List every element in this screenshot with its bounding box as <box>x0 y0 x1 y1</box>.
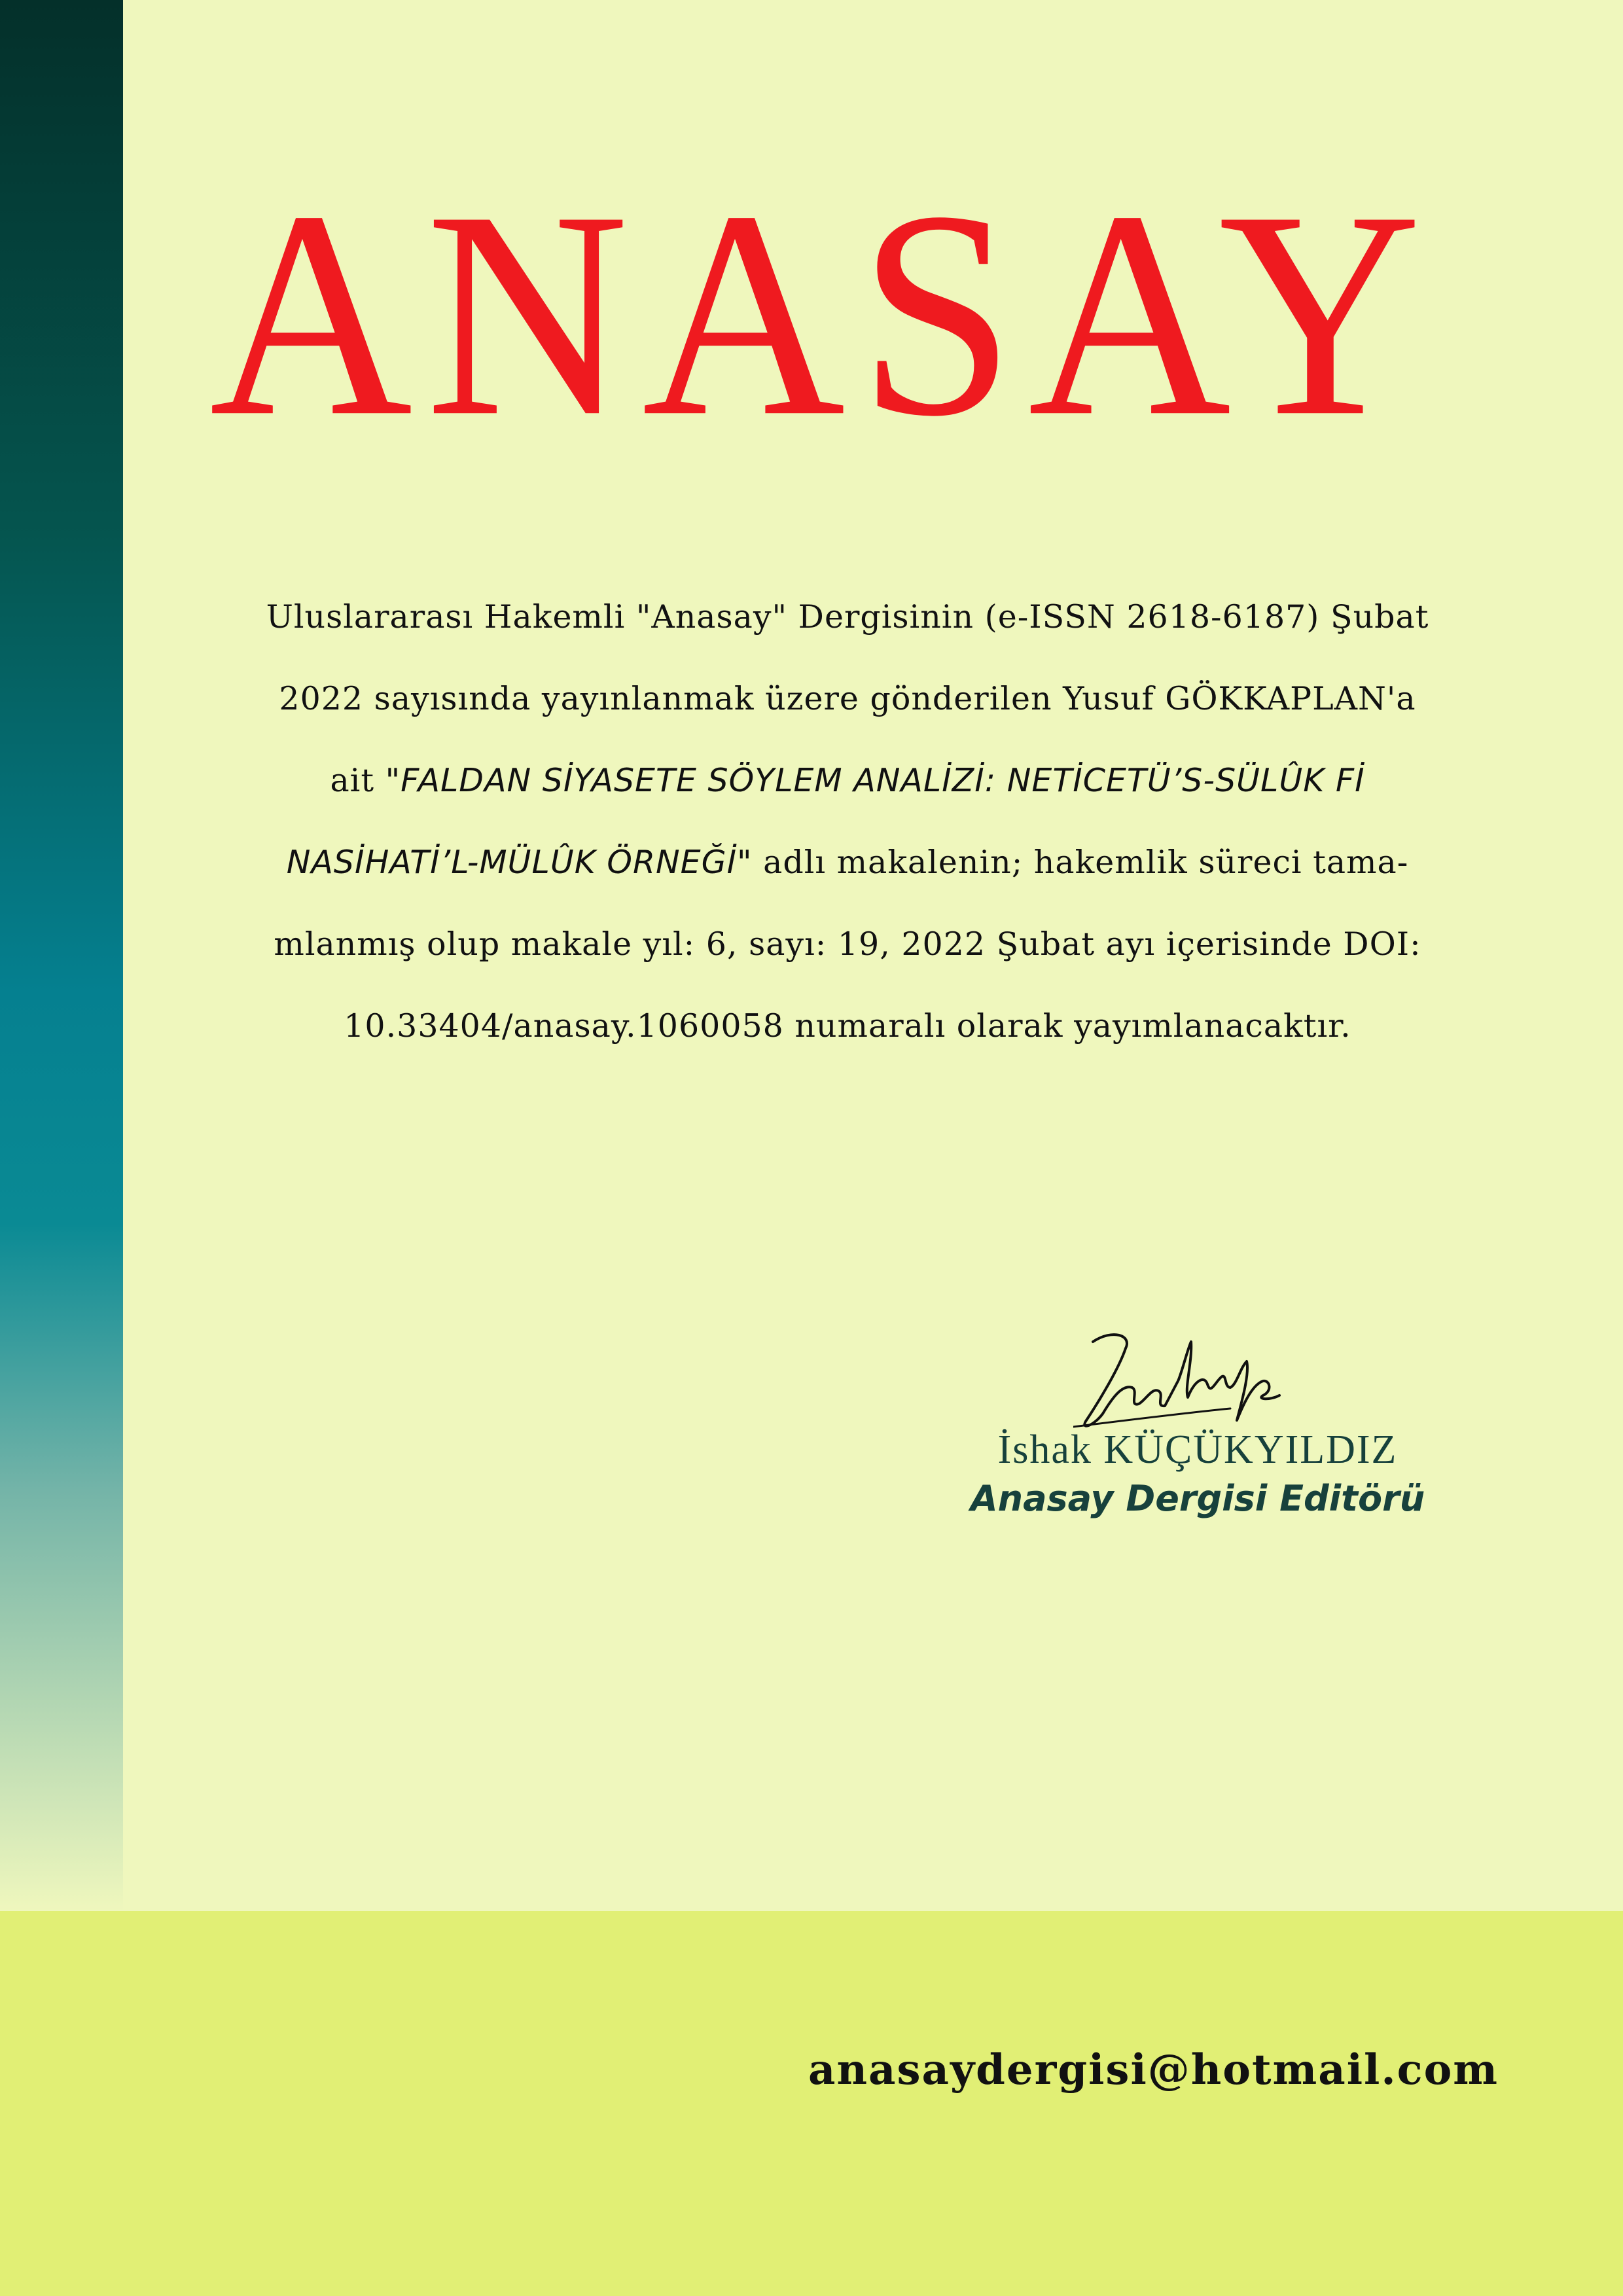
letter-line-1: Uluslararası Hakemli "Anasay" Dergisinin (e-ISSN 2618-6187) Şubat <box>266 598 1429 636</box>
side-gradient-band <box>0 0 123 1911</box>
acceptance-letter-text <box>209 576 1486 1067</box>
editor-title: Anasay Dergisi Editörü <box>970 1478 1425 1519</box>
article-title-part-1: "FALDAN SİYASETE SÖYLEM ANALİZİ: NETİCETÜ’S-SÜLÛK Fİ <box>385 762 1365 799</box>
letter-line-3-prefix: ait <box>330 762 385 799</box>
letter-line-4-suffix: adlı makalenin; hakemlik süreci tama- <box>752 844 1409 881</box>
letter-line-5: mlanmış olup makale yıl: 6, sayı: 19, 2022 Şubat ayı içerisinde DOI: <box>274 925 1421 963</box>
letter-line-6: 10.33404/anasay.1060058 numaralı olarak yayımlanacaktır. <box>344 1007 1351 1045</box>
editor-name: İshak KÜÇÜKYILDIZ <box>997 1427 1398 1472</box>
journal-logo: ANASAY <box>209 151 1435 478</box>
bottom-band <box>0 1911 1623 2296</box>
article-title-part-2: NASİHATİ’L-MÜLÛK ÖRNEĞİ" <box>286 844 753 881</box>
letter-line-4 <box>209 821 1486 903</box>
letter-line-2: 2022 sayısında yayınlanmak üzere gönderilen Yusuf GÖKKAPLAN'a <box>279 680 1416 717</box>
editor-signature <box>1073 1322 1296 1440</box>
contact-email[interactable]: anasaydergisi@hotmail.com <box>808 2045 1499 2094</box>
letter-line-3 <box>209 740 1486 821</box>
